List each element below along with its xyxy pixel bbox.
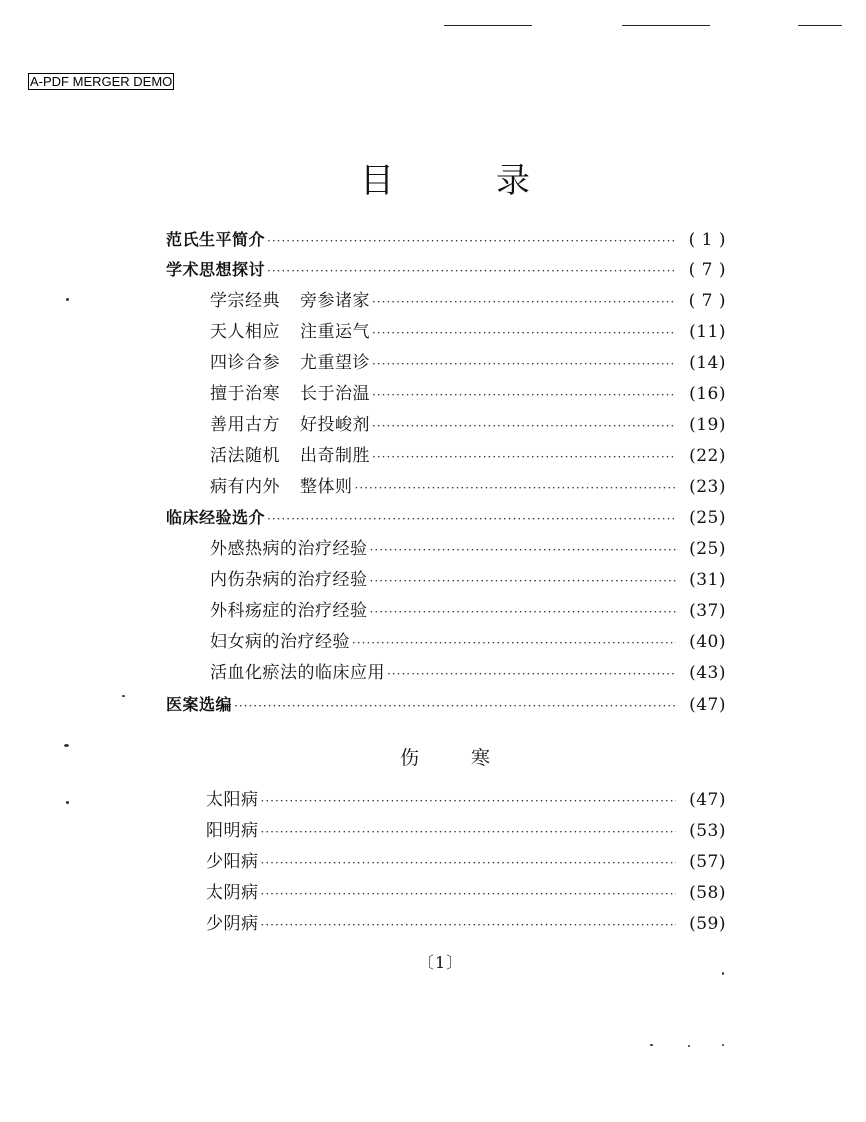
leader-dots [372, 381, 676, 409]
scan-speck [66, 801, 69, 804]
toc-entry[interactable] [206, 879, 726, 907]
leader-dots [352, 629, 676, 657]
toc-entry-label: 内伤杂病的治疗经验 [210, 570, 368, 590]
toc-entry-page: (47) [689, 695, 726, 715]
scan-speck [122, 695, 125, 697]
scan-speck [722, 1044, 724, 1046]
leader-dots [370, 536, 677, 564]
toc-entry[interactable] [210, 659, 726, 687]
top-rule [798, 25, 842, 26]
leader-dots [267, 227, 676, 255]
toc-entry-label-part: 善用古方 [210, 415, 280, 435]
toc-entry[interactable] [206, 848, 726, 876]
toc-entry[interactable] [210, 318, 726, 346]
toc-entry-page: (47) [689, 790, 726, 810]
leader-dots [387, 660, 676, 688]
leader-dots [261, 880, 677, 908]
toc-entry-label: 阳明病 [206, 821, 259, 841]
toc-entry-label: 太阳病 [206, 790, 259, 810]
toc-entry-label [210, 349, 370, 377]
toc-entry[interactable] [210, 287, 726, 315]
toc-entry-page: ( 1 ) [688, 230, 726, 250]
toc-entry-label-part: 注重运气 [300, 322, 370, 342]
leader-dots [267, 257, 676, 285]
toc-entry[interactable] [206, 817, 726, 845]
leader-dots [355, 474, 677, 502]
toc-entry-page: (23) [689, 477, 726, 497]
section-heading-char: 伤 [400, 747, 420, 769]
toc-entry[interactable] [206, 786, 726, 814]
toc-entry-page: (25) [689, 539, 726, 559]
toc-entry-label: 外感热病的治疗经验 [210, 539, 368, 559]
toc-entry-label-part: 活法随机 [210, 446, 280, 466]
toc-entry-label [210, 411, 370, 439]
toc-entry-page: (31) [689, 570, 726, 590]
toc-entry-label-part: 擅于治寒 [210, 384, 280, 404]
toc-entry-label: 活血化瘀法的临床应用 [210, 663, 385, 683]
page-title [360, 158, 530, 204]
toc-entry[interactable] [210, 566, 726, 594]
scan-speck [650, 1044, 653, 1046]
toc-entry-page: (25) [689, 508, 726, 528]
toc-entry-label [210, 380, 370, 408]
toc-entry-label-part: 旁参诸家 [300, 291, 370, 311]
toc-entry-label-part: 四诊合参 [210, 353, 280, 373]
toc-entry-page: (57) [689, 852, 726, 872]
leader-dots [372, 319, 676, 347]
toc-entry-label-part: 病有内外 [210, 477, 280, 497]
toc-entry-label-part: 天人相应 [210, 322, 280, 342]
toc-entry-label [210, 442, 370, 470]
toc-entry-label: 学术思想探讨 [166, 260, 266, 279]
leader-dots [370, 598, 677, 626]
leader-dots [267, 505, 676, 533]
toc-entry-label: 妇女病的治疗经验 [210, 632, 350, 652]
leader-dots [261, 818, 677, 846]
toc-entry-label: 医案选编 [166, 695, 233, 714]
section-heading [400, 744, 490, 772]
toc-entry-page: (53) [689, 821, 726, 841]
toc-entry-label-part: 好投峻剂 [300, 415, 370, 435]
toc-entry-label [210, 318, 370, 346]
toc-entry[interactable] [210, 473, 726, 501]
toc-entry-page: ( 7 ) [688, 260, 726, 280]
leader-dots [261, 849, 677, 877]
toc-entry-page: (58) [689, 883, 726, 903]
toc-entry-page: (22) [689, 446, 726, 466]
toc-entry-page: (14) [689, 353, 726, 373]
toc-entry-label-part: 长于治温 [300, 384, 370, 404]
section-heading-char: 寒 [470, 747, 490, 769]
scan-speck [64, 744, 69, 747]
toc-entry[interactable] [210, 628, 726, 656]
toc-entry-page: (19) [689, 415, 726, 435]
scan-speck [66, 298, 69, 301]
top-rule [444, 25, 532, 26]
toc-entry[interactable] [206, 910, 726, 938]
leader-dots [261, 787, 677, 815]
toc-entry-label: 外科疡症的治疗经验 [210, 601, 368, 621]
page-title-char: 录 [496, 161, 530, 201]
toc-entry-page: (37) [689, 601, 726, 621]
toc-entry-label [210, 473, 353, 501]
toc-entry[interactable] [210, 597, 726, 625]
top-rule [622, 25, 710, 26]
leader-dots [370, 567, 677, 595]
toc-entry-label-part: 学宗经典 [210, 291, 280, 311]
toc-entry[interactable] [166, 504, 726, 532]
toc-entry-label-part: 尤重望诊 [300, 353, 370, 373]
toc-entry[interactable] [210, 442, 726, 470]
toc-entry-label: 少阳病 [206, 852, 259, 872]
scan-speck [688, 1045, 690, 1047]
toc-entry-label-part: 整体则 [300, 477, 353, 497]
toc-entry[interactable] [210, 349, 726, 377]
leader-dots [372, 412, 676, 440]
toc-entry-label: 临床经验选介 [166, 508, 266, 527]
toc-entry[interactable] [166, 691, 726, 719]
toc-entry[interactable] [210, 535, 726, 563]
toc-entry-label [210, 287, 370, 315]
scan-speck [722, 972, 724, 975]
toc-entry[interactable] [210, 411, 726, 439]
page-number: 〔1〕 [418, 953, 464, 972]
leader-dots [372, 350, 676, 378]
leader-dots [372, 443, 676, 471]
toc-entry-label-part: 出奇制胜 [300, 446, 370, 466]
page-title-char: 目 [360, 161, 394, 201]
toc-entry-page: (16) [689, 384, 726, 404]
toc-entry-page: (11) [689, 322, 726, 342]
toc-entry[interactable] [166, 256, 726, 284]
toc-entry-label: 少阴病 [206, 914, 259, 934]
toc-entry-page: (40) [689, 632, 726, 652]
toc-entry-page: (59) [689, 914, 726, 934]
toc-entry-page: (43) [689, 663, 726, 683]
watermark-stamp: A-PDF MERGER DEMO [30, 74, 173, 89]
toc-entry[interactable] [166, 226, 726, 254]
toc-entry-label: 太阴病 [206, 883, 259, 903]
toc-entry-page: ( 7 ) [688, 291, 726, 311]
toc-entry-label: 范氏生平简介 [166, 230, 266, 249]
toc-entry[interactable] [210, 380, 726, 408]
leader-dots [372, 288, 676, 316]
leader-dots [261, 911, 677, 939]
leader-dots [234, 692, 676, 720]
